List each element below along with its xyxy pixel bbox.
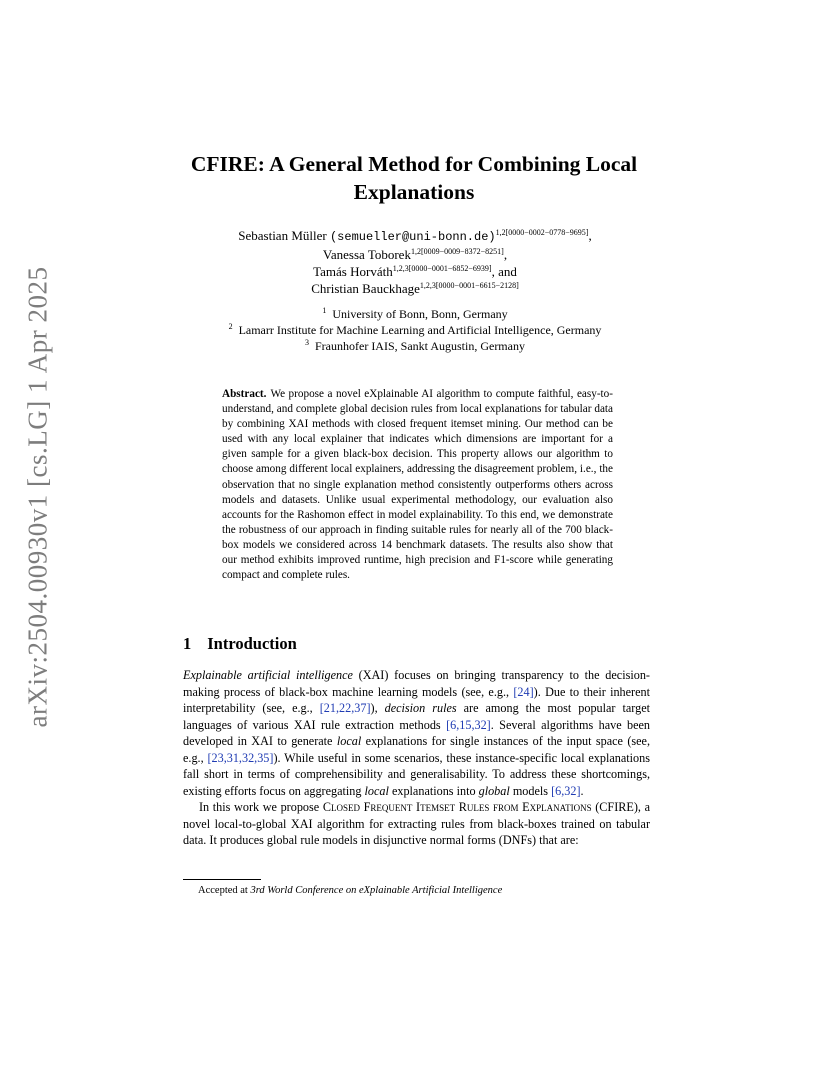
abstract xyxy=(222,387,613,583)
arxiv-stamp: arXiv:2504.00930v1 [cs.LG] 1 Apr 2025 xyxy=(22,266,53,728)
paper-title xyxy=(160,150,668,206)
section-title: Introduction xyxy=(207,634,297,653)
paragraph-2: In this work we propose Closed Frequent Itemset Rules from Explanations (CFIRE), a novel local-to-global XAI algorithm for extracting rules from black-boxes trained on tabular data. It produces global rule models in disjunctive normal forms (DNFs) that are: xyxy=(183,800,650,847)
author-1: Sebastian Müller (semueller@uni-bonn.de)$^{1,2[0000-0002-0778-9695]}$, xyxy=(238,228,592,244)
author-list xyxy=(150,227,680,297)
author-2: Vanessa Toborek$^{1,2[0009-0009-8372-8251]}$, xyxy=(322,247,508,262)
title-line-2: Explanations xyxy=(353,180,475,204)
affiliation-list xyxy=(150,306,680,354)
footnote-rule xyxy=(183,879,261,880)
author-email[interactable]: (semueller@uni-bonn.de) xyxy=(329,230,496,244)
affiliation-2: $^2$ Lamarr Institute for Machine Learning and Artificial Intelligence, Germany xyxy=(228,322,602,337)
affiliation-3: $^3$ Fraunhofer IAIS, Sankt Augustin, Germany xyxy=(305,338,525,353)
citation-link[interactable]: [24] xyxy=(513,684,534,699)
citation-link[interactable]: [21,22,37] xyxy=(319,701,371,715)
section-heading xyxy=(183,634,297,654)
author-4: Christian Bauckhage$^{1,2,3[0000-0001-6615-2128]}$ xyxy=(311,281,519,296)
paragraph-1: Explainable artificial intelligence (XAI) focuses on bringing transparency to the decision-making process of black-box machine learning models (see, e.g., [24]). Due to their inherent interpretability (see, e.g., [21,22,37]), decision rules are among the most popular target languages of various XAI rule extraction methods [6,15,32]. Several algorithms have been developed in XAI to generate local explanations for single instances of the input space (see, e.g., [23,31,32,35]). While useful in some scenarios, these instance-specific local explanations fall short in terms of comprehensibility and generalisability. To address these shortcomings, existing efforts focus on aggregating local explanations into global models [6,32]. xyxy=(183,668,651,798)
introduction-body xyxy=(183,667,650,849)
affiliation-1: $^1$ University of Bonn, Bonn, Germany xyxy=(322,306,508,321)
abstract-text: We propose a novel eXplainable AI algorithm to compute faithful, easy-to-understand, and complete global decision rules from local explanations for tabular data by combining XAI methods with closed frequent itemset mining. Our method can be used with any local explainer that indicates which dimensions are important for a given sample for a given black-box decision. This property allows our algorithm to choose among different local explainers, addressing the disagreement problem, i.e., the observation that no single explanation method consistently outperforms others across models and datasets. Unlike usual experimental methodology, our evaluation also accounts for the Rashomon effect in model explainability. To this end, we demonstrate the robustness of our approach in finding suitable rules for nearly all of the 700 black-box models we considered across 14 benchmark datasets. The results also show that our method exhibits improved runtime, high precision and F1-score while generating compact and complete rules. xyxy=(222,388,613,582)
abstract-label: Abstract. xyxy=(222,388,267,400)
citation-link[interactable]: [6,32] xyxy=(551,783,581,798)
title-line-1: CFIRE: A General Method for Combining Local xyxy=(190,152,638,176)
citation-link[interactable]: [6,15,32] xyxy=(446,717,491,732)
author-3: Tamás Horváth$^{1,2,3[0000-0001-6852-6939]}$, and xyxy=(313,264,517,279)
citation-link[interactable]: [23,31,32,35] xyxy=(207,750,274,765)
footnote: Accepted at 3rd World Conference on eXplainable Artificial Intelligence xyxy=(198,885,503,896)
section-number: 1 xyxy=(183,634,192,653)
method-name: Closed Frequent Itemset Rules from Explanations xyxy=(322,800,592,814)
